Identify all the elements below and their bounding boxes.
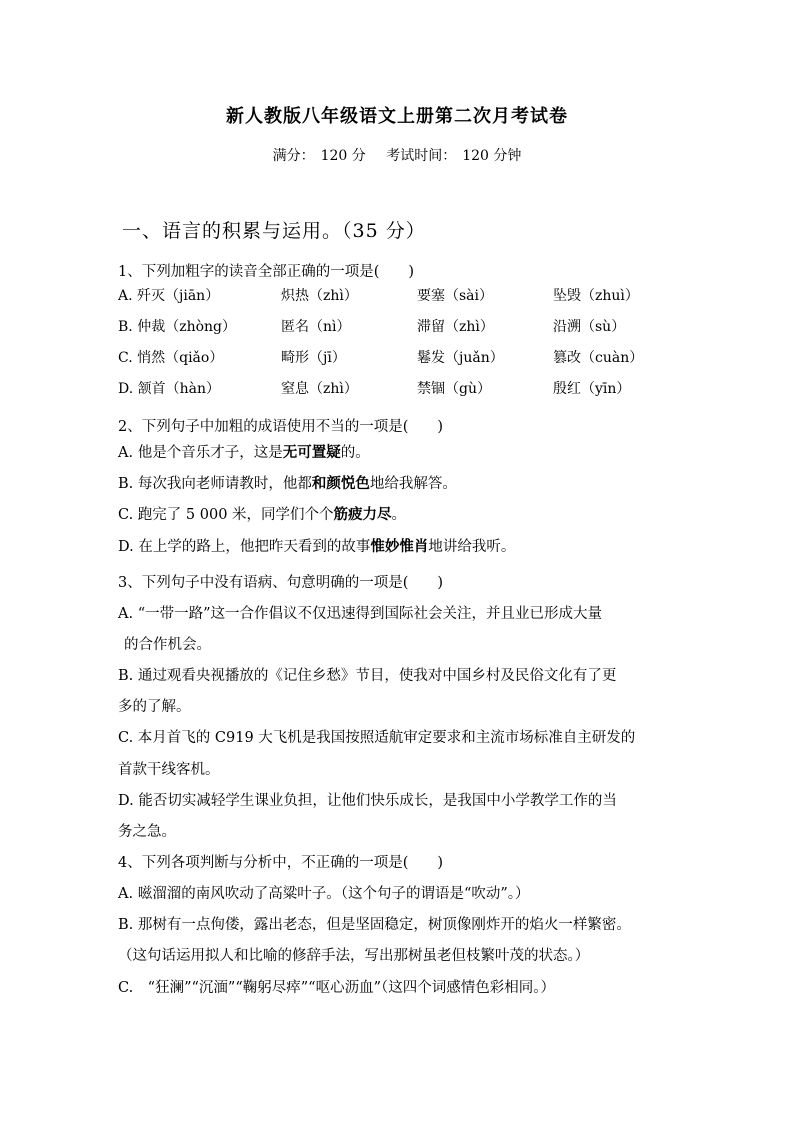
q2-d-end: 地讲给我听。 [428,539,516,555]
q2-a-text: A. 他是个音乐才子，这是 [118,445,283,461]
q3-option-c-line-1: C. 本月首飞的 C919 大飞机是我国按照适航审定要求和主流市场标准自主研发的 [118,730,636,746]
q1-option-a-2: 炽热（zhì） [281,288,358,304]
q1-option-a-1: A. 歼灭（jiān） [118,288,220,304]
question-2-stem: 2、下列句子中加粗的成语使用不当的一项是( ) [118,419,444,435]
q4-option-b-line-2: （这句话运用拟人和比喻的修辞手法，写出那树虽老但枝繁叶茂的状态。） [118,948,590,964]
q1-option-a-4: 坠毁（zhuì） [553,288,639,304]
q1-option-b-1: B. 仲裁（zhòng） [118,319,236,335]
q2-b-end: 地给我解答。 [369,476,457,492]
q1-option-c-4: 篡改（cuàn） [553,350,644,366]
exam-info [0,145,794,165]
q4-option-a: A. 嗞溜溜的南风吹动了高粱叶子。（这个句子的谓语是“吹动”。） [118,886,530,902]
q3-option-a-line-2: 的合作机会。 [124,637,211,653]
q2-c-idiom: 筋疲力尽 [333,506,392,523]
q3-option-b-line-2: 多的了解。 [118,699,191,715]
q3-option-a-line-1: A. “一带一路”这一合作倡议不仅迅速得到国际社会关注，并且业已形成大量 [118,606,603,622]
q1-option-d-4: 殷红（yīn） [553,381,631,397]
q3-option-c-line-2: 首款干线客机。 [118,762,220,778]
q1-option-c-1: C. 悄然（qiǎo） [118,350,224,366]
q2-b-idiom: 和颜悦色 [311,475,370,492]
q2-option-b [118,472,457,493]
question-3-stem: 3、下列句子中没有语病、句意明确的一项是( ) [118,575,444,591]
question-1-stem: 1、下列加粗字的读音全部正确的一项是( ) [118,264,415,280]
section-title: 一、语言的积累与运用。（35 分） [122,220,426,242]
q2-a-end: 的。 [340,445,370,461]
q2-d-text: D. 在上学的路上，他把昨天看到的故事 [118,539,371,555]
q1-option-d-2: 窒息（zhì） [281,381,358,397]
q2-d-idiom: 惟妙惟肖 [370,538,429,555]
full-score-label: 满分： [272,148,315,164]
full-score [273,148,366,164]
q4-option-b-line-1: B. 那树有一点佝偻，露出老态，但是坚固稳定，树顶像刚炸开的焰火一样繁密。 [118,917,631,933]
q1-option-b-3: 滞留（zhì） [417,319,494,335]
exam-time-label: 考试时间： [386,148,457,164]
exam-title: 新人教版八年级语文上册第二次月考试卷 [226,106,568,127]
q4-option-c: C. “狂澜”“沉湎”“鞠躬尽瘁”“呕心沥血”（这四个词感情色彩相同。） [118,980,555,996]
q2-a-idiom: 无可置疑 [282,444,341,461]
q2-c-text: C. 跑完了 5 000 米，同学们个个 [118,507,334,523]
q2-b-text: B. 每次我向老师请教时，他都 [118,476,312,492]
full-score-value: 120 分 [320,148,366,164]
q2-option-c [118,503,406,524]
q1-option-b-4: 沿溯（sù） [553,319,626,335]
q3-option-d-line-1: D. 能否切实减轻学生课业负担，让他们快乐成长，是我国中小学教学工作的当 [118,793,617,809]
q3-option-d-line-2: 务之急。 [118,824,176,840]
q1-option-b-2: 匿名（nì） [281,319,351,335]
exam-time [386,148,521,164]
q2-c-end: 。 [391,507,407,523]
q2-option-d [118,535,515,556]
q1-option-d-3: 禁锢（gù） [417,381,491,397]
q2-option-a [118,441,370,462]
q3-option-b-line-1: B. 通过观看央视播放的《记住乡愁》节目，使我对中国乡村及民俗文化有了更 [118,668,617,684]
question-4-stem: 4、下列各项判断与分析中，不正确的一项是( ) [118,855,444,871]
q1-option-c-3: 鬈发（juǎn） [417,350,504,366]
q1-option-d-1: D. 颔首（hàn） [118,381,221,397]
q1-option-a-3: 要塞（sài） [417,288,494,304]
exam-time-value: 120 分钟 [462,148,522,164]
q1-option-c-2: 畸形（jī） [281,350,346,366]
